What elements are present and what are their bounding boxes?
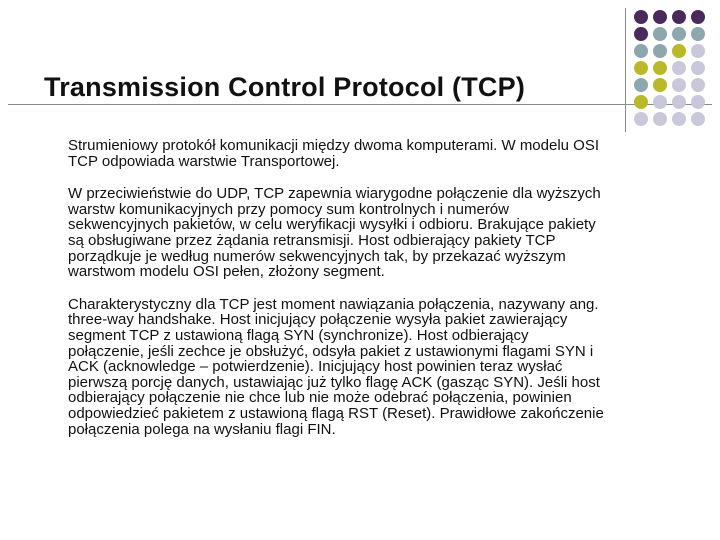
decorative-dot [672,44,686,58]
horizontal-rule [8,104,712,105]
decorative-dot [634,78,648,92]
text-line: warstw komunikacyjnych przy pomocy sum kontrolnych i numerów [68,200,509,218]
decorative-dot [634,10,648,24]
text-line: sekwencyjnych pakietów, w celu weryfikacji wysyłki i odbioru. Brakujące pakiety [68,216,596,234]
decorative-dot [634,95,648,109]
decorative-dot [691,78,705,92]
decorative-dot [672,112,686,126]
decorative-dot [653,27,667,41]
text-line: Charakterystyczny dla TCP jest moment nawiązania połączenia, nazywany ang. [68,295,599,313]
decorative-dot [672,10,686,24]
text-line: segment TCP z ustawioną flagą SYN (synchronize). Host odbierający [68,326,529,344]
decorative-dot [634,61,648,75]
text-line: ACK (acknowledge – potwierdzenie). Inicjujący host powinien teraz wysłać [68,358,563,376]
decorative-dot [691,95,705,109]
decorative-dot [691,112,705,126]
text-line: połączenie, jeśli zechce je obsłużyć, odsyła pakiet z ustawionymi flagami SYN i [68,342,594,360]
text-line: odbierający połączenie nie chce lub nie może odebrać połączenia, powinien [68,389,572,407]
decorative-dot [634,112,648,126]
decorative-dot [653,95,667,109]
decorative-dot [634,27,648,41]
slide-body [68,138,688,454]
decorative-dot [672,27,686,41]
decorative-dot [672,78,686,92]
slide-title: Transmission Control Protocol (TCP) [44,72,526,102]
text-line: Strumieniowy protokół komunikacji między dwoma komputerami. W modelu OSI [68,137,600,154]
vertical-rule [625,8,626,132]
paragraph-handshake [68,297,688,437]
decorative-dot [653,10,667,24]
paragraph-definition [68,138,688,169]
decorative-dot [634,44,648,58]
text-line: połączenia polega na wysłaniu flagi FIN. [68,420,336,438]
decorative-dot [691,10,705,24]
text-line: pierwszą porcję danych, ustawiając już tylko flagę ACK (gasząc SYN). Jeśli host [68,373,600,391]
text-line: odpowiedzieć pakietem z ustawioną flagą RST (Reset). Prawidłowe zakończenie [68,404,604,422]
decorative-dot [672,61,686,75]
text-line: three-way handshake. Host inicjujący połączenie wysyła pakiet zawierający [68,311,568,329]
decorative-dot [653,61,667,75]
decorative-dot [691,27,705,41]
text-line: W przeciwieństwie do UDP, TCP zapewnia wiarygodne połączenie dla wyższych [68,185,601,203]
text-line: warstwom modelu OSI pełen, złożony segment. [68,263,385,281]
text-line: są obsługiwane przez żądania retransmisji. Host odbierający pakiety TCP [68,231,556,249]
decorative-dot-grid [634,10,720,130]
decorative-dot [691,61,705,75]
paragraph-reliability [68,186,688,280]
decorative-dot [653,44,667,58]
text-line: TCP odpowiada warstwie Transportowej. [68,152,340,170]
decorative-dot [672,95,686,109]
decorative-dot [691,44,705,58]
decorative-dot [653,78,667,92]
decorative-dot [653,112,667,126]
text-line: porządkuje je według numerów sekwencyjnych tak, by przekazać wyższym [68,247,566,265]
